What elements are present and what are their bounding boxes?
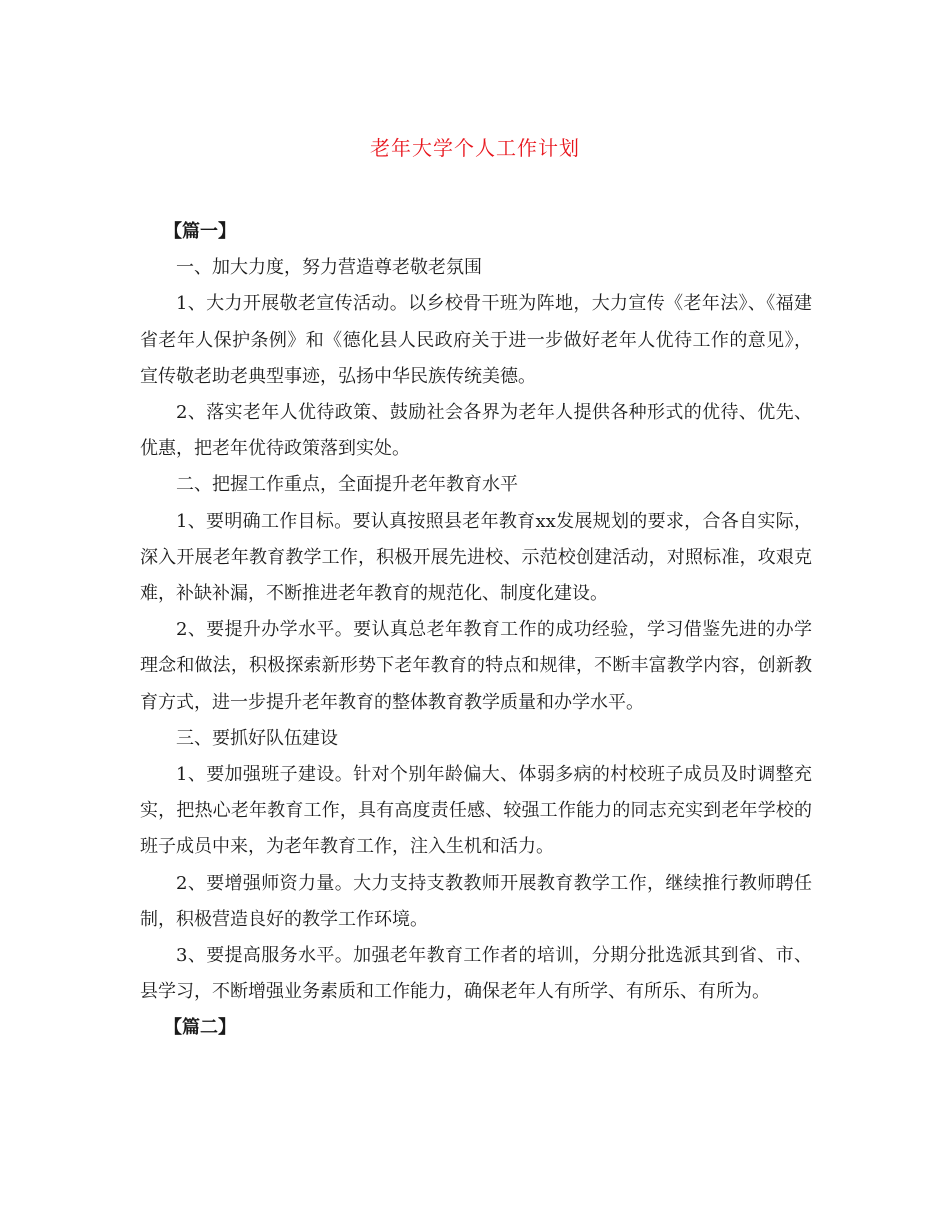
paragraph: 1、要加强班子建设。针对个别年龄偏大、体弱多病的村校班子成员及时调整充实，把热心老年教育工作，具有高度责任感、较强工作能力的同志充实到老年学校的班子成员中来，为老年教育工作，注入生机和活力。 <box>140 764 812 858</box>
section-heading: 【篇一】 <box>164 221 236 242</box>
paragraph: 1、大力开展敬老宣传活动。以乡校骨干班为阵地，大力宣传《老年法》、《福建省老年人保护条例》和《德化县人民政府关于进一步做好老年人优待工作的意见》，宣传敬老助老典型事迹，弘扬中华民族传统美德。 <box>140 293 812 387</box>
document-body <box>140 214 812 1047</box>
paragraph-heading: 二、把握工作重点，全面提升老年教育水平 <box>176 474 518 496</box>
paragraph-heading: 一、加大力度，努力营造尊老敬老氛围 <box>176 257 482 279</box>
paragraph-heading: 三、要抓好队伍建设 <box>176 727 338 749</box>
paragraph: 2、落实老年人优待政策、鼓励社会各界为老年人提供各种形式的优待、优先、优惠，把老年优待政策落到实处。 <box>140 402 812 460</box>
paragraph: 1、要明确工作目标。要认真按照县老年教育xx发展规划的要求，合各自实际，深入开展老年教育教学工作，积极开展先进校、示范校创建活动，对照标准，攻艰克难，补缺补漏，不断推进老年教育的规范化、制度化建设。 <box>140 510 812 605</box>
section-heading: 【篇二】 <box>164 1017 236 1039</box>
paragraph: 3、要提高服务水平。加强老年教育工作者的培训，分期分批选派其到省、市、县学习，不断增强业务素质和工作能力，确保老年人有所学、有所乐、有所为。 <box>140 945 812 1003</box>
paragraph: 2、要增强师资力量。大力支持支教教师开展教育教学工作，继续推行教师聘任制，积极营造良好的教学工作环境。 <box>140 872 812 930</box>
paragraph: 2、要提升办学水平。要认真总老年教育工作的成功经验，学习借鉴先进的办学理念和做法，积极探索新形势下老年教育的特点和规律，不断丰富教学内容，创新教育方式，进一步提升老年教育的整体教育教学质量和办学水平。 <box>140 619 812 713</box>
document-title: 老年大学个人工作计划 <box>370 136 580 160</box>
